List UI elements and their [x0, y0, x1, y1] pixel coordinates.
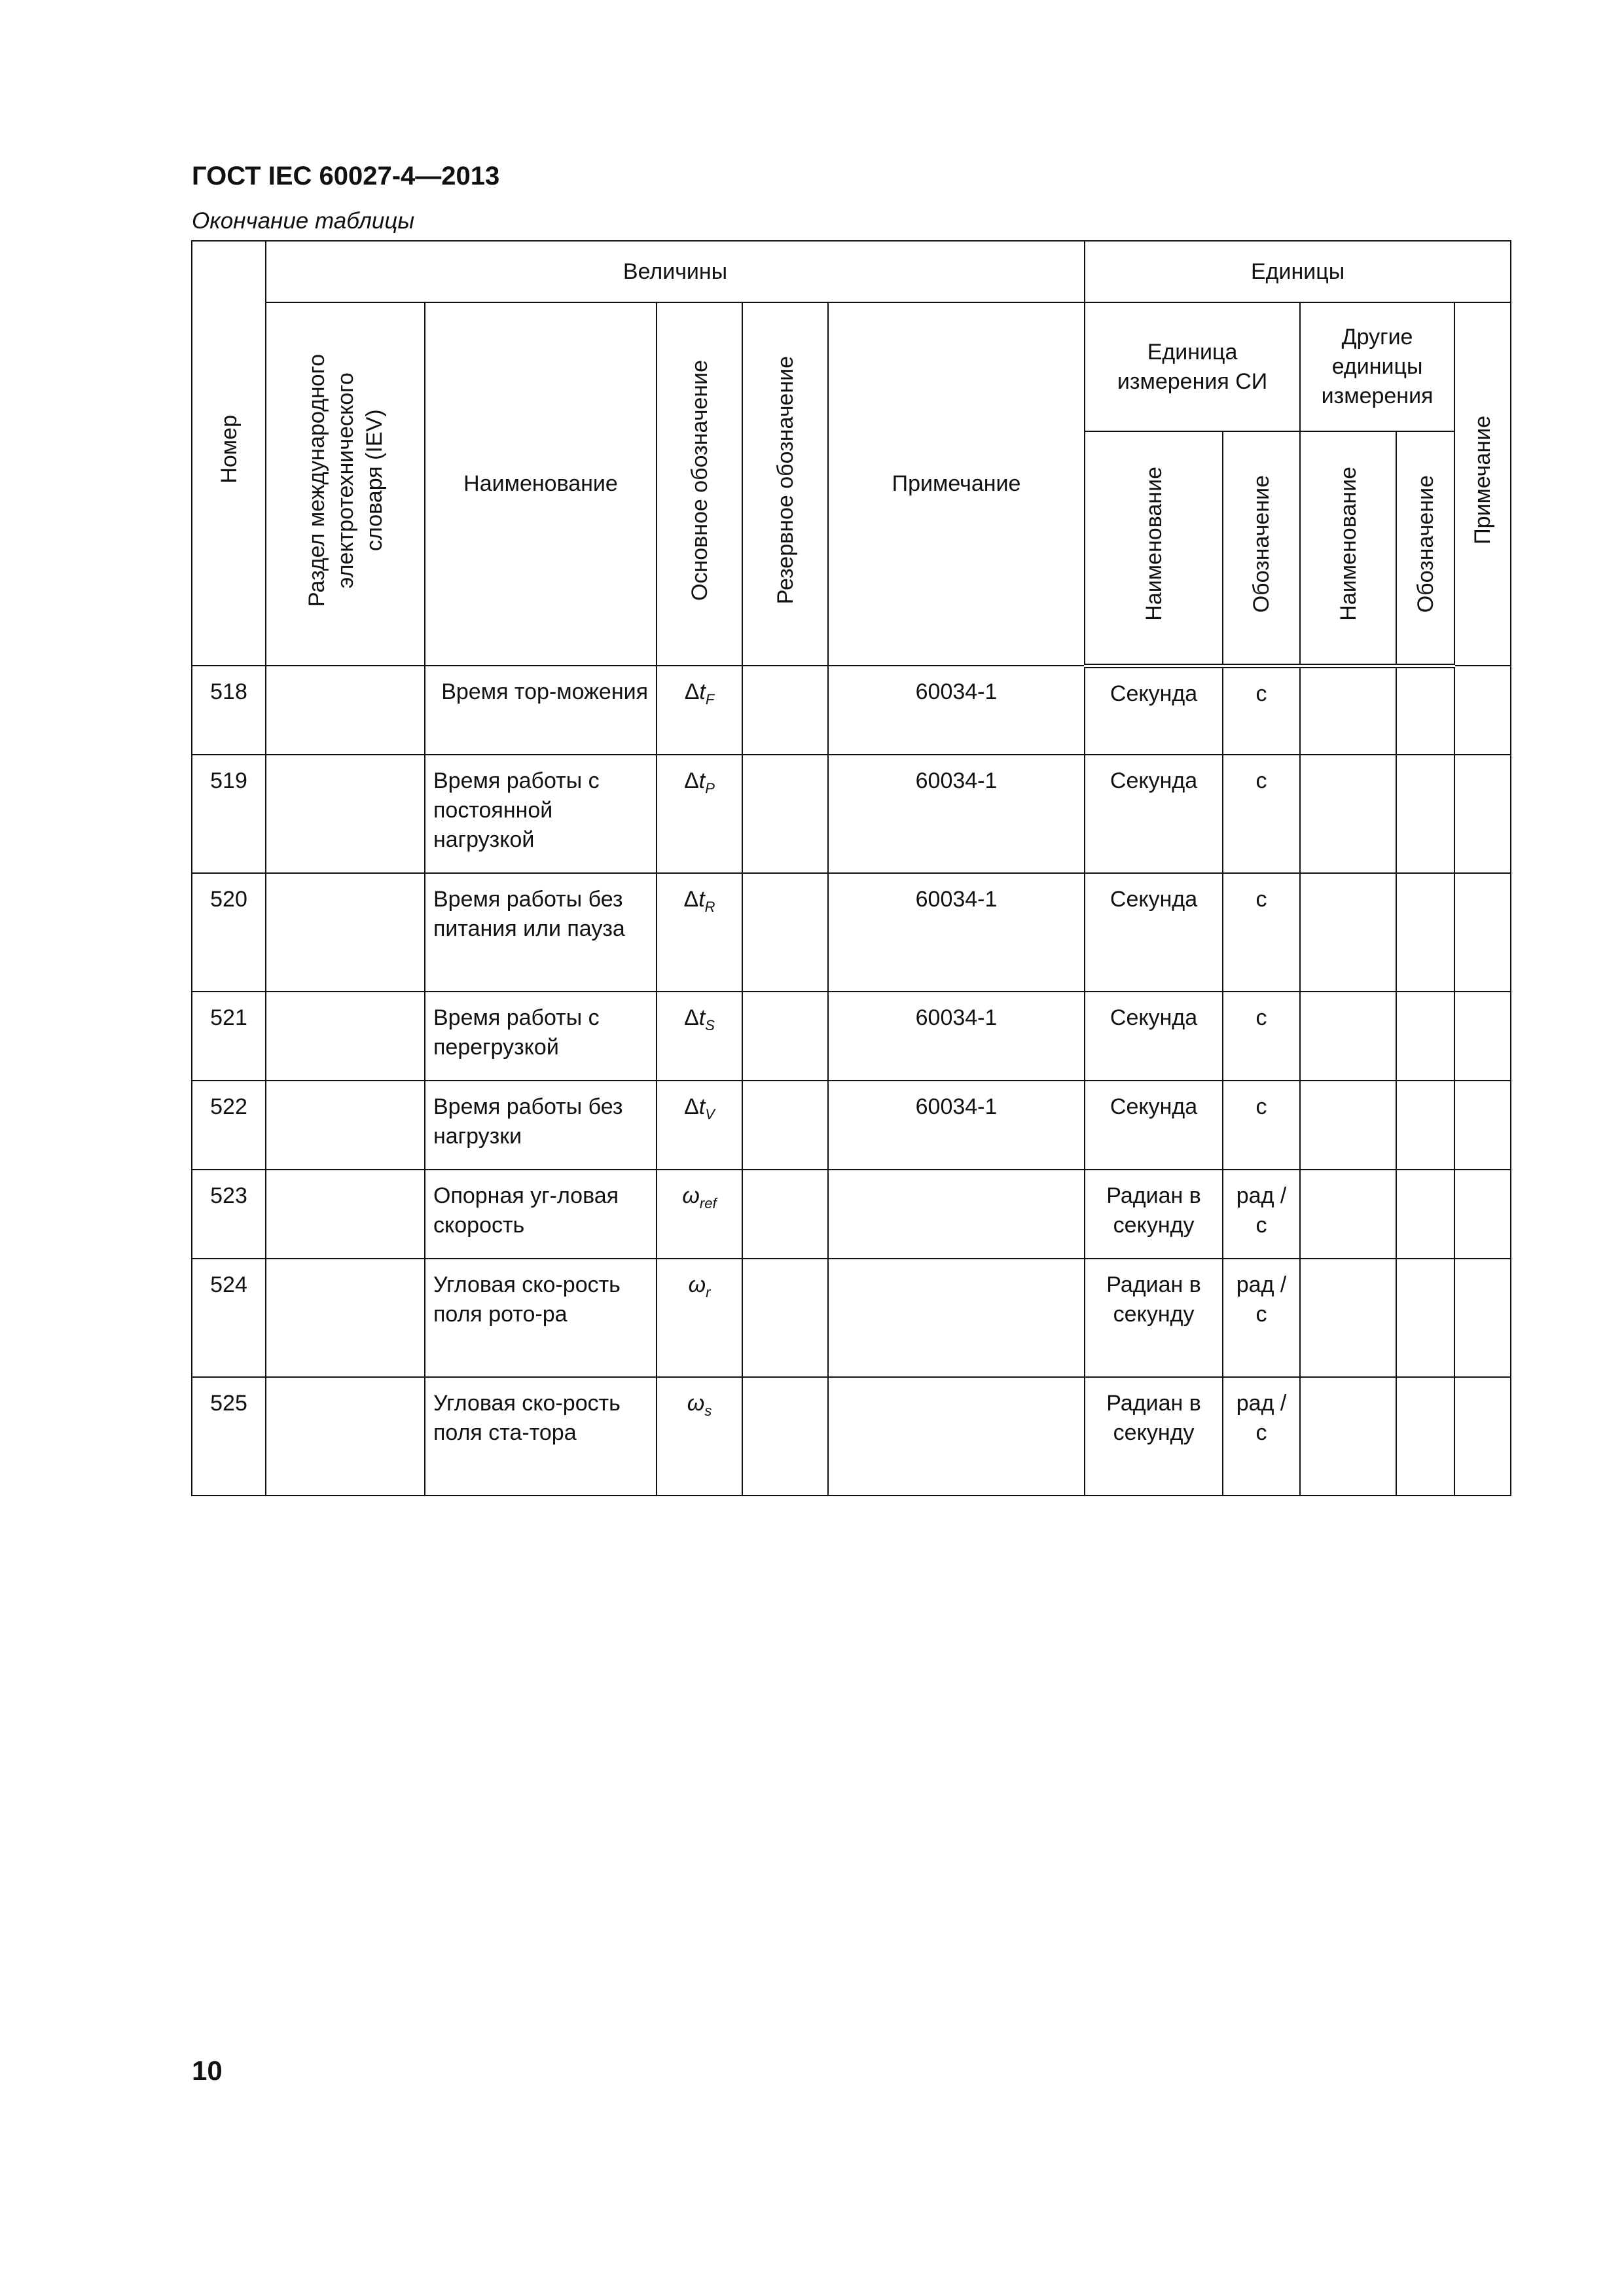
cell-main-symbol: $\Delta t_P$: [657, 755, 742, 873]
cell-iev-section: [266, 1259, 425, 1377]
cell-reserve-symbol: [742, 1170, 828, 1259]
cell-si-unit-name: Секунда: [1085, 666, 1223, 755]
cell-other-unit-name: [1300, 1259, 1396, 1377]
cell-reserve-symbol: [742, 1377, 828, 1496]
cell-si-unit-symbol: с: [1223, 755, 1300, 873]
header-si-unit: Единица измерения СИ: [1085, 302, 1300, 431]
header-si-unit-name: Наименование: [1085, 431, 1223, 666]
cell-note: 60034-1: [828, 1081, 1085, 1170]
cell-si-unit-symbol: с: [1223, 1081, 1300, 1170]
cell-note: 60034-1: [828, 666, 1085, 755]
cell-iev-section: [266, 992, 425, 1081]
table-row: [192, 873, 1511, 992]
cell-other-unit-symbol: [1396, 1259, 1454, 1377]
cell-other-unit-symbol: [1396, 666, 1454, 755]
cell-si-unit-name: Радиан в секунду: [1085, 1377, 1223, 1496]
cell-unit-note: [1454, 755, 1511, 873]
header-quantities: Величины: [266, 241, 1085, 302]
cell-name: Время работы с перегрузкой: [425, 992, 657, 1081]
header-other-unit-symbol: Обозначение: [1396, 431, 1454, 666]
cell-iev-section: [266, 666, 425, 755]
cell-si-unit-name: Секунда: [1085, 755, 1223, 873]
cell-si-unit-symbol: рад /с: [1223, 1170, 1300, 1259]
header-other-unit-name: Наименование: [1300, 431, 1396, 666]
cell-note: [828, 1170, 1085, 1259]
cell-iev-section: [266, 1377, 425, 1496]
header-name: Наименование: [425, 302, 657, 666]
cell-unit-note: [1454, 873, 1511, 992]
cell-si-unit-name: Радиан в секунду: [1085, 1170, 1223, 1259]
header-iev-section: Раздел международного электротехнического словаря (IEV): [266, 302, 425, 666]
cell-unit-note: [1454, 1081, 1511, 1170]
cell-si-unit-name: Секунда: [1085, 992, 1223, 1081]
cell-reserve-symbol: [742, 873, 828, 992]
page-number: 10: [192, 2055, 223, 2086]
cell-main-symbol: $\omega_s$: [657, 1377, 742, 1496]
table-row: [192, 1081, 1511, 1170]
cell-iev-section: [266, 873, 425, 992]
cell-si-unit-name: Секунда: [1085, 873, 1223, 992]
cell-other-unit-symbol: [1396, 755, 1454, 873]
cell-number: 522: [192, 1081, 266, 1170]
cell-iev-section: [266, 755, 425, 873]
cell-number: 521: [192, 992, 266, 1081]
cell-main-symbol: $\Delta t_V$: [657, 1081, 742, 1170]
cell-reserve-symbol: [742, 755, 828, 873]
header-si-unit-symbol: Обозначение: [1223, 431, 1300, 666]
cell-note: [828, 1259, 1085, 1377]
cell-note: 60034-1: [828, 873, 1085, 992]
cell-main-symbol: $\omega_{ref}$: [657, 1170, 742, 1259]
cell-si-unit-symbol: рад /с: [1223, 1377, 1300, 1496]
cell-iev-section: [266, 1081, 425, 1170]
cell-main-symbol: $\Delta t_F$: [657, 666, 742, 755]
table-row: [192, 666, 1511, 755]
cell-si-unit-symbol: рад /с: [1223, 1259, 1300, 1377]
table-row: [192, 755, 1511, 873]
cell-reserve-symbol: [742, 992, 828, 1081]
table-caption: Окончание таблицы: [192, 208, 415, 234]
header-reserve-symbol: Резервное обозначение: [742, 302, 828, 666]
cell-other-unit-name: [1300, 1377, 1396, 1496]
table-row: [192, 1170, 1511, 1259]
cell-reserve-symbol: [742, 1081, 828, 1170]
cell-other-unit-symbol: [1396, 1377, 1454, 1496]
header-unit-note: Примечание: [1454, 302, 1511, 666]
cell-name: Угловая ско-рость поля ста-тора: [425, 1377, 657, 1496]
cell-name: Время тор-можения: [425, 666, 657, 755]
cell-number: 524: [192, 1259, 266, 1377]
cell-main-symbol: $\Delta t_S$: [657, 992, 742, 1081]
cell-unit-note: [1454, 666, 1511, 755]
cell-si-unit-name: Секунда: [1085, 1081, 1223, 1170]
cell-other-unit-name: [1300, 1170, 1396, 1259]
table-row: [192, 1377, 1511, 1496]
cell-number: 520: [192, 873, 266, 992]
cell-unit-note: [1454, 1377, 1511, 1496]
quantities-table: [191, 240, 1511, 1496]
header-note: Примечание: [828, 302, 1085, 666]
cell-note: 60034-1: [828, 755, 1085, 873]
cell-number: 519: [192, 755, 266, 873]
document-title: ГОСТ IEC 60027-4—2013: [192, 162, 500, 190]
cell-si-unit-name: Радиан в секунду: [1085, 1259, 1223, 1377]
cell-reserve-symbol: [742, 666, 828, 755]
cell-other-unit-name: [1300, 1081, 1396, 1170]
cell-reserve-symbol: [742, 1259, 828, 1377]
cell-iev-section: [266, 1170, 425, 1259]
cell-note: 60034-1: [828, 992, 1085, 1081]
cell-si-unit-symbol: с: [1223, 873, 1300, 992]
cell-name: Угловая ско-рость поля рото-ра: [425, 1259, 657, 1377]
cell-other-unit-name: [1300, 755, 1396, 873]
table-row: [192, 1259, 1511, 1377]
header-number: Номер: [192, 241, 266, 666]
cell-si-unit-symbol: с: [1223, 666, 1300, 755]
cell-name: Время работы с постоянной нагрузкой: [425, 755, 657, 873]
cell-other-unit-symbol: [1396, 1170, 1454, 1259]
cell-main-symbol: $\Delta t_R$: [657, 873, 742, 992]
cell-number: 523: [192, 1170, 266, 1259]
cell-si-unit-symbol: с: [1223, 992, 1300, 1081]
cell-name: Время работы без питания или пауза: [425, 873, 657, 992]
cell-number: 525: [192, 1377, 266, 1496]
cell-other-unit-name: [1300, 992, 1396, 1081]
cell-note: [828, 1377, 1085, 1496]
cell-other-unit-name: [1300, 873, 1396, 992]
cell-main-symbol: $\omega_r$: [657, 1259, 742, 1377]
header-other-units: Другие единицы измерения: [1300, 302, 1454, 431]
cell-unit-note: [1454, 992, 1511, 1081]
cell-other-unit-name: [1300, 666, 1396, 755]
cell-other-unit-symbol: [1396, 992, 1454, 1081]
header-units: Единицы: [1085, 241, 1511, 302]
cell-unit-note: [1454, 1170, 1511, 1259]
cell-other-unit-symbol: [1396, 1081, 1454, 1170]
cell-number: 518: [192, 666, 266, 755]
table-row: [192, 992, 1511, 1081]
cell-name: Время работы без нагрузки: [425, 1081, 657, 1170]
cell-name: Опорная уг-ловая скорость: [425, 1170, 657, 1259]
cell-unit-note: [1454, 1259, 1511, 1377]
header-main-symbol: Основное обозначение: [657, 302, 742, 666]
cell-other-unit-symbol: [1396, 873, 1454, 992]
